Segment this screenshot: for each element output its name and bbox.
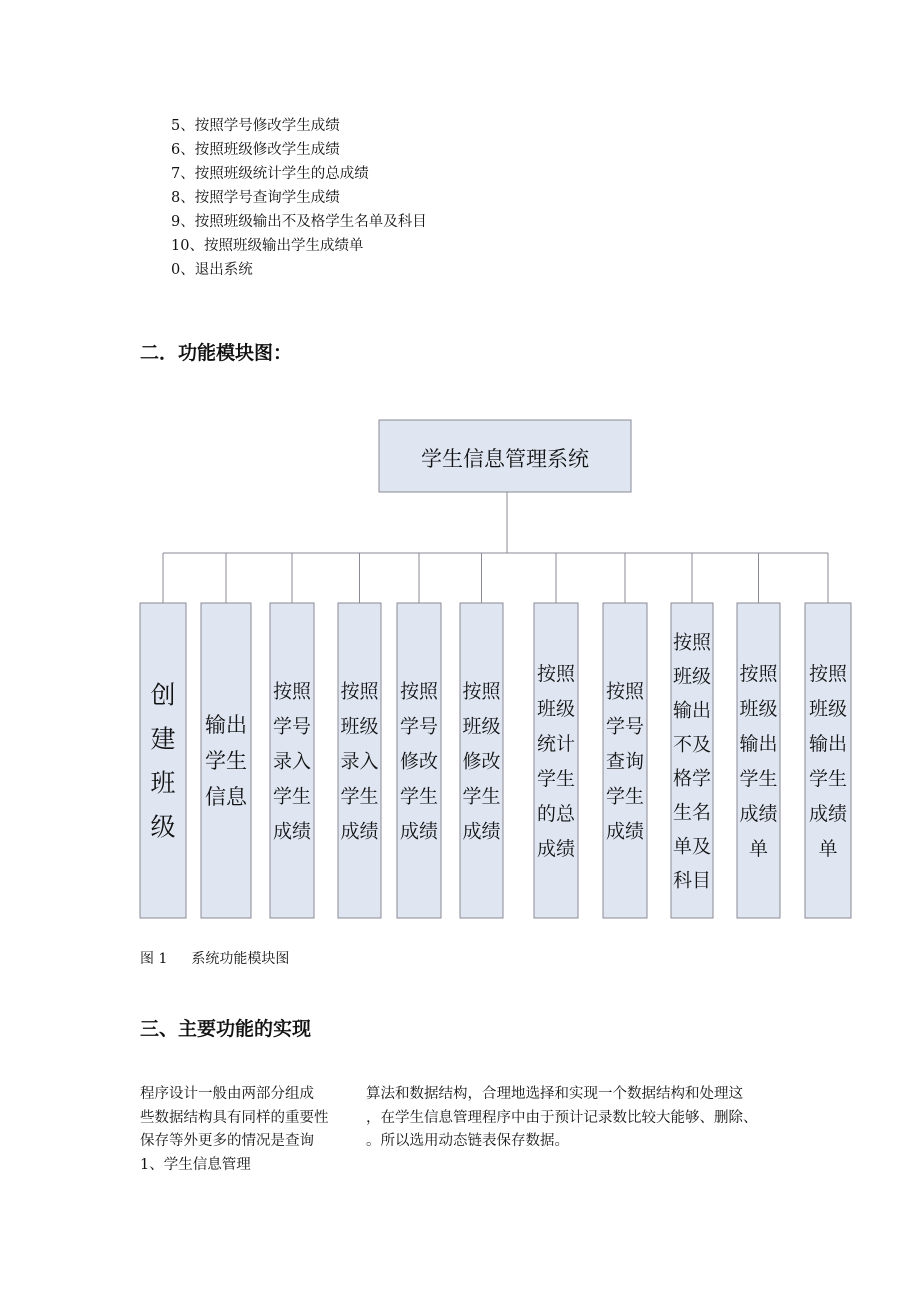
module-label-line: 单及 [672,835,712,858]
module-label-line: 学生 [808,767,848,790]
module-label-line: 班 [150,768,176,798]
module-label-line: 生名 [672,801,712,824]
module-label-line: 信息 [205,785,247,810]
section-heading-implementation: 三、主要功能的实现 [140,1018,312,1040]
paragraph-line: 程序设计一般由两部分组成 [140,1086,314,1102]
module-label-line: 按照 [739,662,778,685]
module-label-line: 成绩 [340,820,379,843]
module-label-line: 成绩 [739,802,778,825]
figure-number: 图 1 [140,951,168,967]
module-label-line: 学号 [272,715,312,738]
module-box [737,603,780,918]
module-label-line: 成绩 [536,837,576,860]
module-label-line: 成绩 [808,802,848,825]
module-node [201,603,251,918]
module-label-line: 成绩 [462,820,501,843]
paragraph-line: 1、学生信息管理 [140,1156,251,1173]
module-node [603,603,647,918]
module-label-line: 班级 [739,697,778,720]
menu-item: 6、按照班级修改学生成绩 [171,142,340,158]
module-label-line: 输出 [739,732,778,755]
module-label-line: 录入 [272,750,312,773]
module-label-line: 学生 [605,785,645,808]
menu-item: 9、按照班级输出不及格学生名单及科目 [171,214,427,230]
module-label-line: 班级 [536,697,576,720]
module-label-line: 输出 [672,699,712,722]
module-label-line: 班级 [808,697,848,720]
module-label-line: 学生 [462,785,501,808]
module-node [737,603,780,918]
module-label-line: 按照 [536,662,576,685]
menu-item: 8、按照学号查询学生成绩 [171,190,340,206]
module-label-line: 的总 [536,802,576,825]
module-label-line: 按照 [672,631,712,654]
module-label-line: 班级 [340,715,379,738]
module-label-line: 科目 [672,869,712,892]
module-label-line: 级 [150,812,176,842]
module-node [140,603,186,918]
paragraph-line: ，在学生信息管理程序中由于预计记录数比较大能够、删除、 [366,1109,758,1126]
module-node [270,603,314,918]
module-box [534,603,578,918]
menu-item: 0、退出系统 [171,262,253,278]
module-label-line: 学生 [340,785,379,808]
text-column-right [366,1083,758,1154]
module-node [534,603,578,918]
module-label-line: 学号 [605,715,645,738]
paragraph-line: 算法和数据结构，合理地选择和实现一个数据结构和处理这 [366,1086,743,1102]
module-nodes [140,603,851,918]
module-label-line: 统计 [536,732,576,755]
paragraph-line: 保存等外更多的情况是查询 [140,1133,314,1149]
module-box [140,603,186,918]
paragraph-line: 。所以选用动态链表保存数据。 [366,1133,569,1149]
module-label-line: 不及 [672,733,712,756]
module-label-line: 按照 [605,680,645,703]
module-label-line: 录入 [340,750,379,773]
module-label-line: 按照 [340,680,379,703]
module-label-line: 输出 [808,732,848,755]
module-label-line: 按照 [272,680,312,703]
menu-item: 10、按照班级输出学生成绩单 [171,238,364,254]
module-label-line: 单 [818,837,838,860]
module-label-line: 建 [150,724,176,754]
module-box [805,603,851,918]
module-node [338,603,381,918]
module-label-line: 班级 [672,665,712,688]
module-label-line: 按照 [808,662,848,685]
module-label-line: 输出 [205,713,247,738]
module-label-line: 班级 [462,715,501,738]
module-label-line: 学生 [272,785,312,808]
menu-item: 7、按照班级统计学生的总成绩 [171,166,369,182]
module-label-line: 学生 [205,749,247,774]
root-node [379,420,631,492]
menu-item: 5、按照学号修改学生成绩 [171,118,340,134]
module-label-line: 创 [150,680,176,710]
module-label-line: 成绩 [272,820,312,843]
module-node [397,603,441,918]
paragraph-line: 些数据结构具有同样的重要性 [140,1109,329,1126]
module-label-line: 格学 [672,767,712,790]
module-label-line: 学生 [399,785,439,808]
module-label-line: 学号 [399,715,439,738]
figure-caption [140,948,289,968]
figure-title: 系统功能模块图 [191,951,290,967]
module-node [460,603,503,918]
module-label-line: 学生 [536,767,576,790]
module-label-line: 成绩 [399,820,439,843]
module-node [805,603,851,918]
module-label-line: 成绩 [605,820,645,843]
module-label-line: 学生 [739,767,778,790]
module-label-line: 按照 [399,680,439,703]
text-column-left [140,1083,329,1177]
module-label-line: 按照 [462,680,501,703]
section-heading-modules: 二．功能模块图： [140,342,293,364]
connector-lines [163,492,828,603]
module-label-line: 修改 [399,750,439,773]
root-label: 学生信息管理系统 [421,447,589,471]
module-node [671,603,713,918]
module-label-line: 查询 [605,750,645,773]
module-label-line: 修改 [462,750,501,773]
module-label-line: 单 [748,837,769,860]
